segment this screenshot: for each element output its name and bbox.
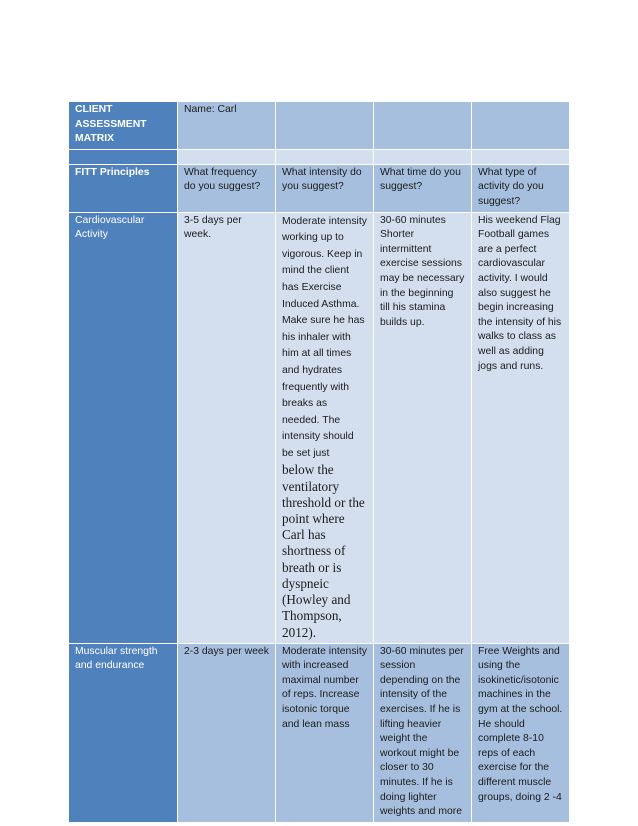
- frequency-question: What frequency do you suggest?: [178, 164, 276, 212]
- matrix-title: CLIENT ASSESSMENT MATRIX: [69, 102, 178, 150]
- empty-cell: [374, 149, 472, 164]
- client-name: Name: Carl: [178, 102, 276, 150]
- cardio-intensity-text: Moderate intensity working up to vigorous. Keep in mind the client has Exercise Induced Asthma. Make sure he has his inhaler with him at all times and hydrates frequently with breaks as needed. The intensity should be set just: [282, 215, 367, 459]
- empty-cell: [374, 102, 472, 150]
- cardio-intensity-serif-text: below the ventilatory threshold or the point where Carl has shortness of breath or is dyspneic (Howley and Thompson, 2012).: [282, 462, 365, 640]
- intensity-question: What intensity do you suggest?: [276, 164, 374, 212]
- empty-cell: [178, 149, 276, 164]
- muscular-row: [69, 643, 570, 822]
- type-question: What type of activity do you suggest?: [472, 164, 570, 212]
- spacer-row: [69, 149, 570, 164]
- cardio-label: Cardiovascular Activity: [69, 212, 178, 643]
- cardio-frequency: 3-5 days per week.: [178, 212, 276, 643]
- empty-cell: [472, 102, 570, 150]
- cardio-intensity: [276, 212, 374, 643]
- muscular-time: 30-60 minutes per session depending on the intensity of the exercises. If he is lifting heavier weight the workout might be closer to 30 minutes. If he is doing lighter weights and more: [374, 643, 472, 822]
- empty-cell: [472, 149, 570, 164]
- empty-cell: [276, 149, 374, 164]
- client-assessment-matrix: [68, 101, 570, 823]
- header-row: [69, 102, 570, 150]
- fitt-label: FITT Principles: [69, 164, 178, 212]
- empty-cell: [69, 149, 178, 164]
- cardio-time: 30-60 minutes Shorter intermittent exercise sessions may be necessary in the beginning till his stamina builds up.: [374, 212, 472, 643]
- fitt-row: [69, 164, 570, 212]
- muscular-type: Free Weights and using the isokinetic/isotonic machines in the gym at the school. He should complete 8-10 reps of each exercise for the different muscle groups, doing 2 -4: [472, 643, 570, 822]
- muscular-frequency: 2-3 days per week: [178, 643, 276, 822]
- muscular-label: Muscular strength and endurance: [69, 643, 178, 822]
- empty-cell: [276, 102, 374, 150]
- muscular-intensity: Moderate intensity with increased maximal number of reps. Increase isotonic torque and lean mass: [276, 643, 374, 822]
- cardio-type: His weekend Flag Football games are a perfect cardiovascular activity. I would also suggest he begin increasing the intensity of his walks to class as well as adding jogs and runs.: [472, 212, 570, 643]
- cardio-row: [69, 212, 570, 643]
- time-question: What time do you suggest?: [374, 164, 472, 212]
